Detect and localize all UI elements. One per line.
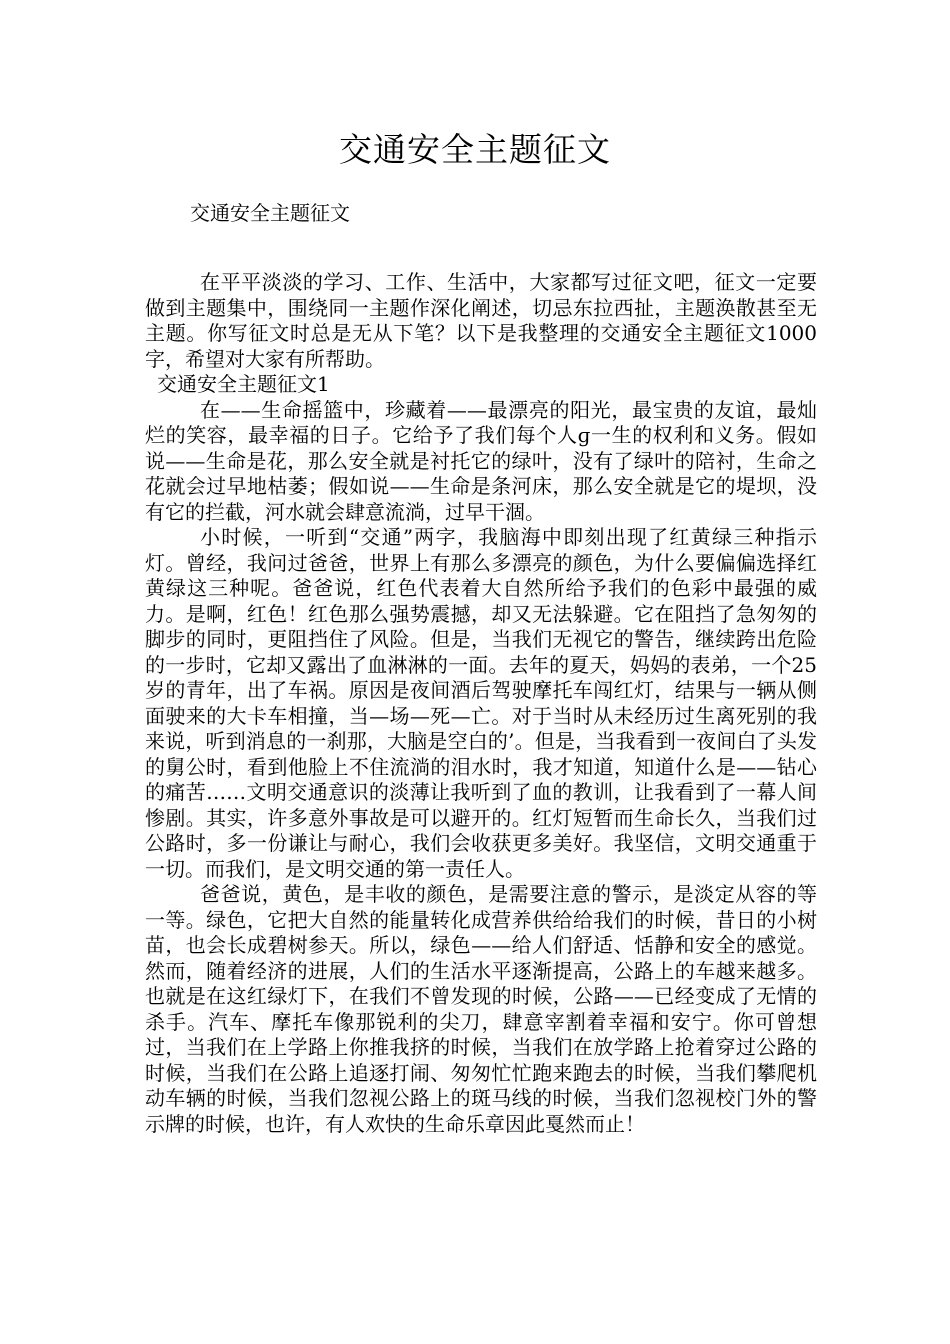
document-title: 交通安全主题征文 — [339, 130, 611, 169]
section-heading: 交通安全主题征文1 — [157, 372, 330, 396]
document-subtitle: 交通安全主题征文 — [190, 201, 350, 225]
intro-paragraph: 在平平淡淡的学习、工作、生活中，大家都写过征文吧，征文一定要做到主题集中，围绕同一主题作深化阐述，切忌东拉西扯，主题涣散甚至无主题。你写征文时总是无从下笔？以下是我整理的交通安全主题征文1000字，希望对大家有所帮助。 — [145, 270, 817, 371]
body-paragraph: 小时候，一听到“交通”两字，我脑海中即刻出现了红黄绿三种指示灯。曾经，我问过爸爸，世界上有那么多漂亮的颜色，为什么要偏偏选择红黄绿这三种呢。爸爸说，红色代表着大自然所给予我们的色彩中最强的威力。是啊，红色！红色那么强势震撼，却又无法躲避。它在阻挡了急匆匆的脚步的同时，更阻挡住了风险。但是，当我们无视它的警告，继续跨出危险的一步时，它却又露出了血淋淋的一面。去年的夏天，妈妈的表弟，一个25岁的青年，出了车祸。原因是夜间酒后驾驶摩托车闯红灯，结果与一辆从侧面驶来的大卡车相撞，当—场—死—亡。对于当时从未经历过生离死别的我来说，听到消息的一刹那，大脑是空白的’。但是，当我看到一夜间白了头发的舅公时，看到他脸上不住流淌的泪水时，我才知道，知道什么是——钻心的痛苦……文明交通意识的淡薄让我听到了血的教训，让我看到了一幕人间惨剧。其实，许多意外事故是可以避开的。红灯短暂而生命长久，当我们过公路时，多一份谦让与耐心，我们会收获更多美好。我坚信，文明交通重于一切。而我们，是文明交通的第一责任人。 — [145, 525, 817, 881]
document-body — [145, 270, 817, 1137]
body-paragraph: 爸爸说，黄色，是丰收的颜色，是需要注意的警示，是淡定从容的等一等。绿色，它把大自然的能量转化成营养供给给我们的时候，昔日的小树苗，也会长成碧树参天。所以，绿色——给人们舒适、恬静和安全的感觉。然而，随着经济的进展，人们的生活水平逐渐提高，公路上的车越来越多。也就是在这红绿灯下，在我们不曾发现的时候，公路——已经变成了无情的杀手。汽车、摩托车像那锐利的尖刀，肆意宰割着幸福和安宁。你可曾想过，当我们在上学路上你推我挤的时候，当我们在放学路上抢着穿过公路的时候，当我们在公路上追逐打闹、匆匆忙忙跑来跑去的时候，当我们攀爬机动车辆的时候，当我们忽视公路上的斑马线的时候，当我们忽视校门外的警示牌的时候，也许，有人欢快的生命乐章因此戛然而止！ — [145, 882, 817, 1136]
body-paragraph: 在——生命摇篮中，珍藏着——最漂亮的阳光，最宝贵的友谊，最灿烂的笑容，最幸福的日子。它给予了我们每个人ɡ一生的权利和义务。假如说——生命是花，那么安全就是衬托它的绿叶，没有了绿叶的陪衬，生命之花就会过早地枯萎；假如说——生命是条河床，那么安全就是它的堤坝，没有它的拦截，河水就会肆意流淌，过早干涸。 — [145, 397, 817, 524]
